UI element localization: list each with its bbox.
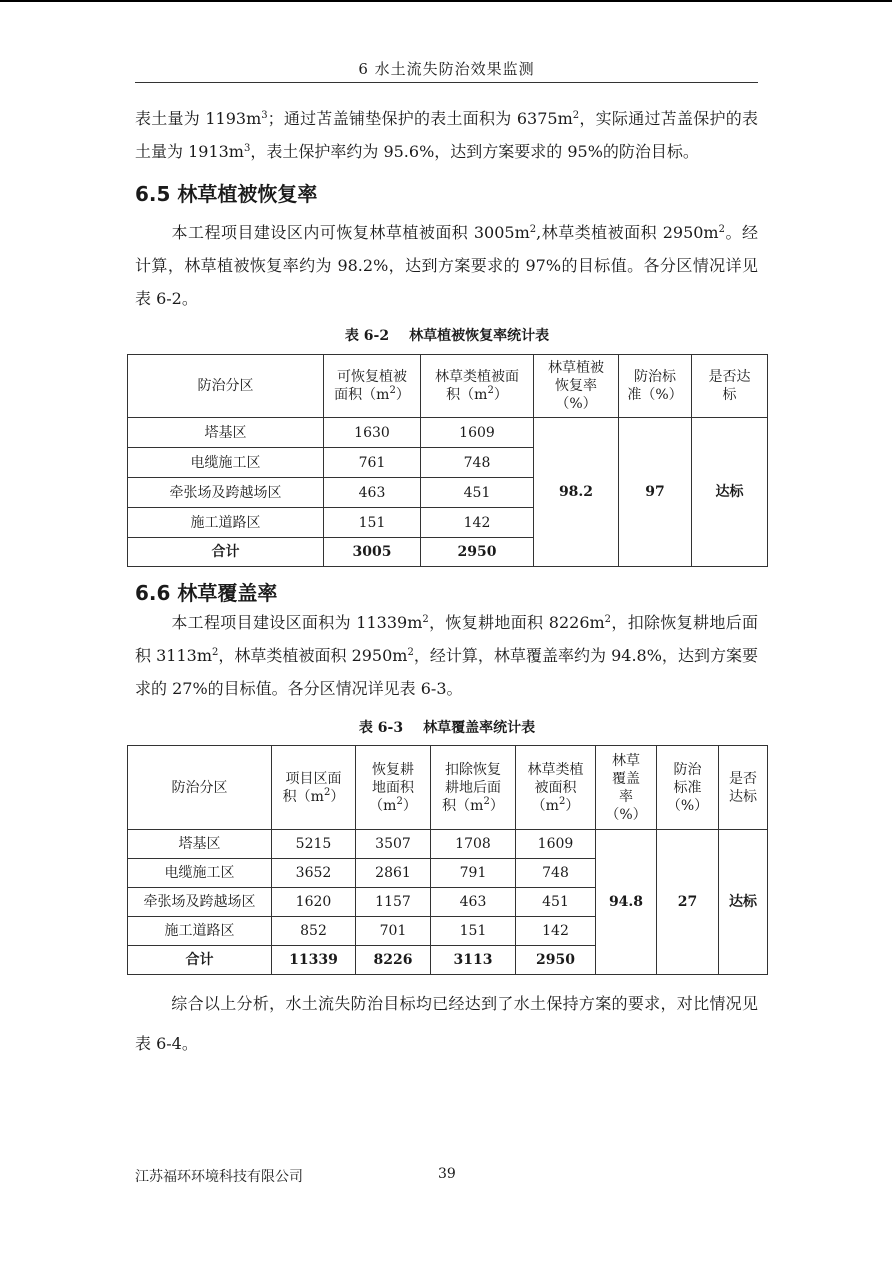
cell-zone: 电缆施工区 [128, 448, 324, 478]
cell-zone: 塔基区 [128, 418, 324, 448]
header-zone: 防治分区 [128, 746, 272, 830]
cell-zone: 塔基区 [128, 830, 272, 859]
cell-total-value: 2950 [421, 538, 534, 567]
cell-standard: 27 [657, 830, 719, 975]
cell-total-value: 11339 [272, 946, 356, 975]
intro-text: 表土量为 1193m [135, 109, 262, 128]
paragraph-text: ，经计算，林草覆盖率约为 94.8%，达到方案要求的 27%的目标值。各分区情况详见表 6-3。 [135, 646, 758, 698]
paragraph-text: 综合以上分析，水土流失防治目标均已经达到了水土保持方案的要求，对比情况见表 6-4。 [135, 994, 758, 1053]
table-row [128, 418, 768, 448]
cell-value: 151 [324, 508, 421, 538]
table-title: 林草覆盖率统计表 [423, 720, 536, 736]
table-number: 表 6-3 [358, 720, 404, 736]
header-vegetation-area: 林草类植被面 积$(m^2)$ [421, 355, 534, 418]
cell-total-value: 2950 [516, 946, 596, 975]
cell-recovery-rate: 98.2 [534, 418, 619, 567]
table-header-row [128, 355, 768, 418]
table-title: 林草植被恢复率统计表 [409, 328, 550, 344]
cell-zone: 牵张场及跨越场区 [128, 888, 272, 917]
footer-company: 江苏福环环境科技有限公司 [135, 1169, 303, 1185]
table-6-3-caption [127, 717, 767, 737]
cell-zone: 施工道路区 [128, 917, 272, 946]
page-header: 6 水土流失防治效果监测 [358, 60, 535, 78]
header-net-area: 扣除恢复 耕地后面 积$(m^2)$ [431, 746, 516, 830]
section-6-5-paragraph [135, 216, 758, 315]
conclusion-paragraph [135, 984, 758, 1064]
header-recovery-rate: 林草植被 恢复率 （%） [534, 355, 619, 418]
cell-total-value: 3005 [324, 538, 421, 567]
section-heading-6-5: 6.5 林草植被恢复率 [135, 182, 318, 206]
cell-value: 701 [356, 917, 431, 946]
cell-value: 3652 [272, 859, 356, 888]
section-heading-6-6: 6.6 林草覆盖率 [135, 581, 278, 605]
header-vegetation-area: 林草类植 被面积 $(m^2)$ [516, 746, 596, 830]
cell-value: 463 [324, 478, 421, 508]
paragraph-text: ，林草类植被面积 2950m [218, 646, 408, 665]
header-coverage-rate: 林草 覆盖 率 （%） [596, 746, 657, 830]
header-standard: 防治 标准 （%） [657, 746, 719, 830]
intro-paragraph [135, 102, 758, 168]
cell-value: 761 [324, 448, 421, 478]
paragraph-text: 。经计算，林草植被恢复率约为 98.2%，达到方案要求的 97%的目标值。各分区情况详见表 6-2。 [135, 223, 758, 308]
cell-zone: 电缆施工区 [128, 859, 272, 888]
cell-value: 852 [272, 917, 356, 946]
section-6-6-paragraph [135, 606, 758, 705]
cell-status: 达标 [692, 418, 768, 567]
header-rule [135, 82, 758, 83]
header-status: 是否 达标 [719, 746, 768, 830]
header-project-area: 项目区面 积$(m^2)$ [272, 746, 356, 830]
paragraph-text: ，恢复耕地面积 8226m [428, 613, 605, 632]
superscript: 2 [212, 647, 219, 658]
cell-total-label: 合计 [128, 946, 272, 975]
superscript: 2 [407, 647, 414, 658]
superscript: 2 [422, 614, 429, 625]
intro-text: ，表土保护率约为 95.6%，达到方案要求的 95%的防治目标。 [250, 142, 699, 161]
superscript: 2 [572, 110, 580, 121]
cell-zone: 牵张场及跨越场区 [128, 478, 324, 508]
superscript: 2 [529, 224, 537, 235]
cell-value: 5215 [272, 830, 356, 859]
cell-value: 1157 [356, 888, 431, 917]
top-border [0, 0, 892, 2]
cell-value: 142 [421, 508, 534, 538]
header-status: 是否达 标 [692, 355, 768, 418]
cell-value: 748 [421, 448, 534, 478]
header-standard: 防治标 准（%） [619, 355, 692, 418]
cell-value: 451 [421, 478, 534, 508]
cell-value: 3507 [356, 830, 431, 859]
intro-text: 土量为 1913m [135, 142, 244, 161]
cell-value: 2861 [356, 859, 431, 888]
superscript: 2 [604, 614, 612, 625]
paragraph-text: 本工程项目建设区面积为 11339m [171, 613, 423, 632]
cell-value: 463 [431, 888, 516, 917]
cell-value: 1620 [272, 888, 356, 917]
table-header-row [128, 746, 768, 830]
cell-value: 151 [431, 917, 516, 946]
table-6-2-caption [127, 325, 767, 345]
header-zone: 防治分区 [128, 355, 324, 418]
cell-status: 达标 [719, 830, 768, 975]
header-farmland-area: 恢复耕 地面积 $(m^2)$ [356, 746, 431, 830]
page-number: 39 [438, 1166, 456, 1182]
cell-total-value: 3113 [431, 946, 516, 975]
cell-value: 451 [516, 888, 596, 917]
cell-zone: 施工道路区 [128, 508, 324, 538]
cell-value: 748 [516, 859, 596, 888]
cell-value: 142 [516, 917, 596, 946]
cell-total-value: 8226 [356, 946, 431, 975]
paragraph-text: ,林草类植被面积 2950m [536, 223, 719, 242]
cell-standard: 97 [619, 418, 692, 567]
table-row [128, 830, 768, 859]
superscript: 3 [261, 110, 268, 121]
paragraph-text: 本工程项目建设区内可恢复林草植被面积 3005m [171, 223, 530, 242]
paragraph-text: ，扣除恢复耕地后面积 3113m [135, 613, 758, 665]
intro-text: ，实际通过苫盖保护的表 [579, 109, 758, 128]
superscript: 3 [243, 143, 251, 154]
header-restorable-area: 可恢复植被 面积$(m^2)$ [324, 355, 421, 418]
intro-text: ；通过苫盖铺垫保护的表土面积为 6375m [267, 109, 573, 128]
cell-value: 1609 [516, 830, 596, 859]
cell-value: 791 [431, 859, 516, 888]
cell-total-label: 合计 [128, 538, 324, 567]
table-6-3 [127, 745, 768, 975]
table-number: 表 6-2 [344, 328, 390, 344]
cell-coverage-rate: 94.8 [596, 830, 657, 975]
cell-value: 1708 [431, 830, 516, 859]
superscript: 2 [718, 224, 725, 235]
table-6-2 [127, 354, 768, 567]
cell-value: 1609 [421, 418, 534, 448]
cell-value: 1630 [324, 418, 421, 448]
